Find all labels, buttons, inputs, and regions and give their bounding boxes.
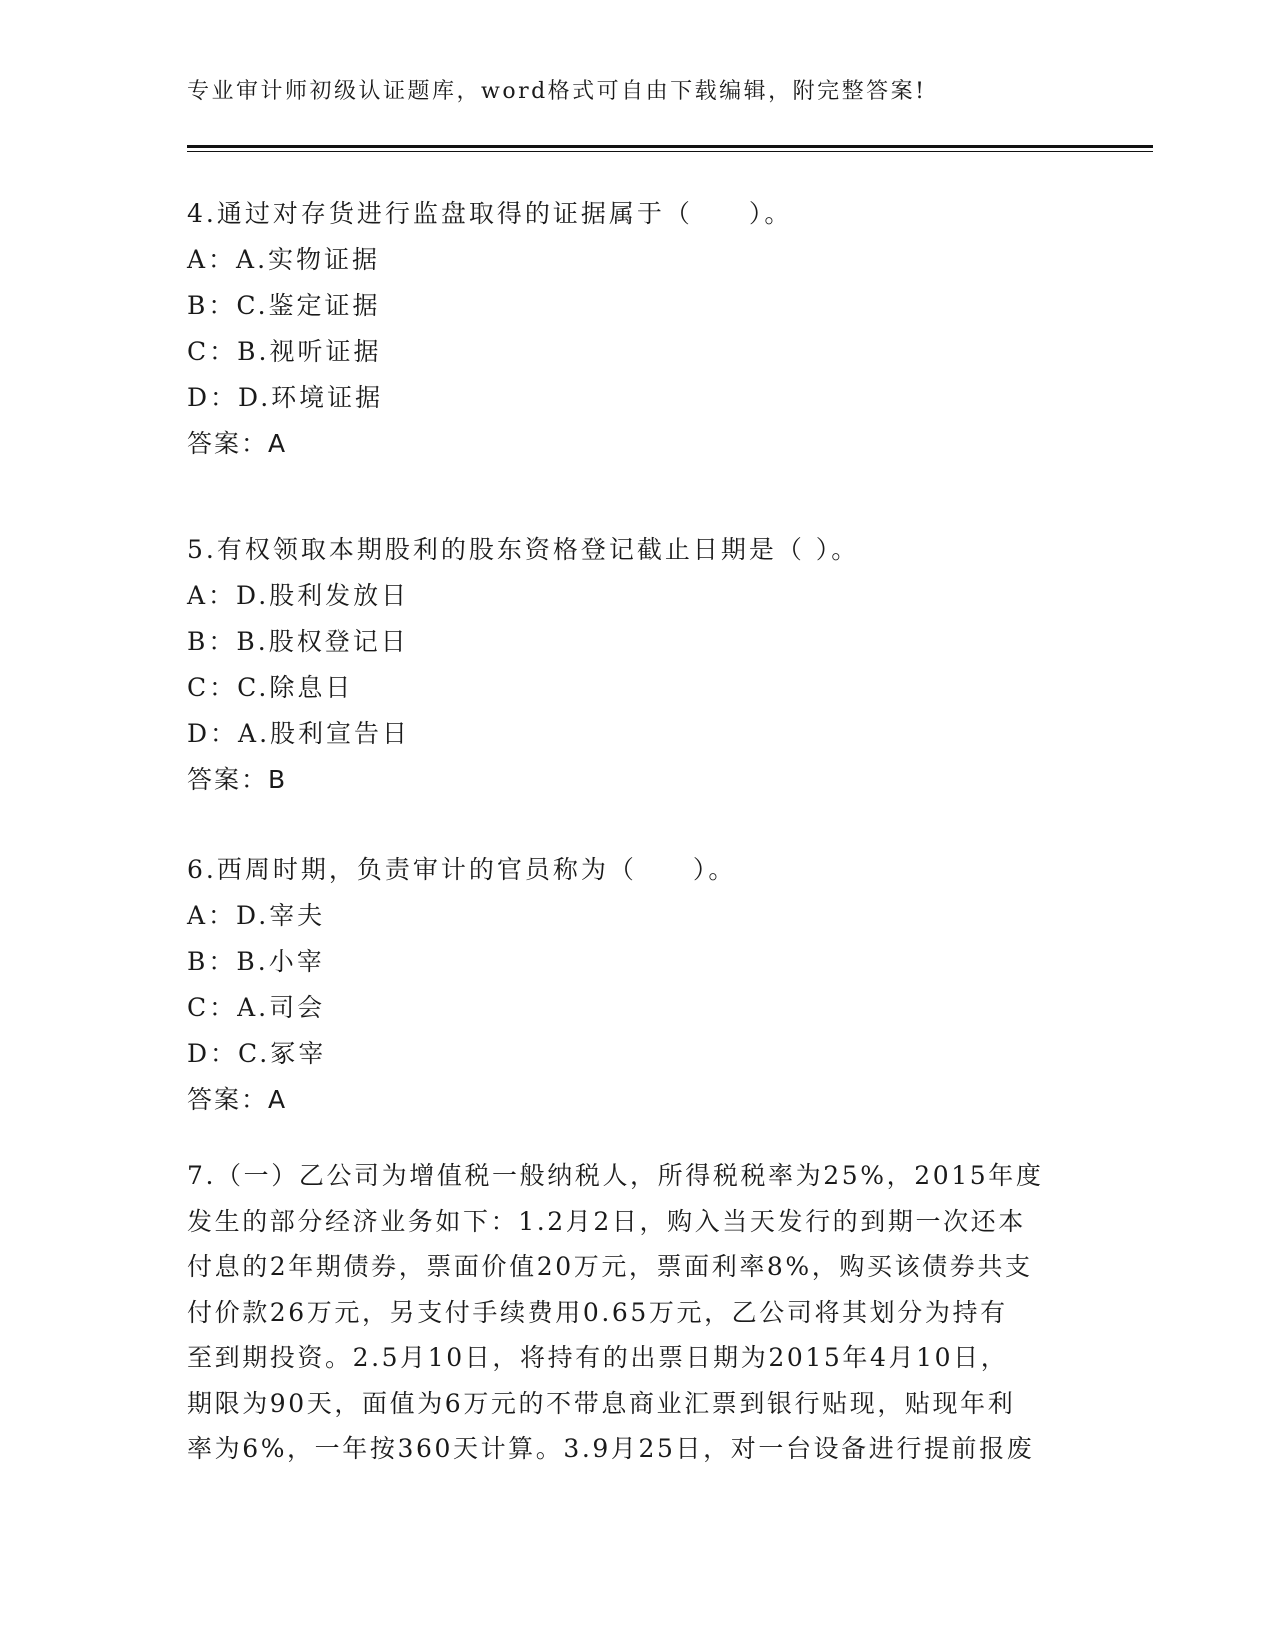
- answer-label: 答案：A: [187, 1085, 288, 1114]
- paragraph-line: 7.（一）乙公司为增值税一般纳税人，所得税税率为25%，2015年度: [187, 1161, 1044, 1190]
- paragraph-line: 至到期投资。2.5月10日，将持有的出票日期为2015年4月10日，: [187, 1343, 1009, 1372]
- option-d: D：D.环境证据: [187, 383, 384, 412]
- paragraph-line: 期限为90天，面值为6万元的不带息商业汇票到银行贴现，贴现年利: [187, 1388, 1016, 1418]
- option-a: A：A.实物证据: [187, 245, 381, 274]
- paragraph-line: 付价款26万元，另支付手续费用0.65万元，乙公司将其划分为持有: [187, 1297, 1008, 1327]
- answer-label: 答案：B: [187, 765, 288, 794]
- paragraph-line: 发生的部分经济业务如下：1.2月2日，购入当天发行的到期一次还本: [187, 1206, 1026, 1236]
- option-b: B：C.鉴定证据: [187, 291, 381, 320]
- option-c: C：B.视听证据: [187, 337, 382, 366]
- question-block: [187, 535, 1087, 795]
- header-rule-thick: [187, 145, 1153, 148]
- paragraph-line: 付息的2年期债券，票面价值20万元，票面利率8%，购买该债券共支: [187, 1252, 1033, 1281]
- page-header: 专业审计师初级认证题库，word格式可自由下载编辑，附完整答案!: [187, 79, 927, 104]
- option-b: B：B.小宰: [187, 947, 325, 976]
- option-a: A：D.宰夫: [187, 901, 326, 930]
- header-rule-thin: [187, 151, 1153, 152]
- question-text: 5.有权领取本期股利的股东资格登记截止日期是（ ）。: [187, 535, 860, 564]
- question-text: 6.西周时期，负责审计的官员称为（ ）。: [187, 855, 737, 884]
- paragraph-line: 率为6%，一年按360天计算。3.9月25日，对一台设备进行提前报废: [187, 1434, 1035, 1463]
- option-d: D：C.冢宰: [187, 1039, 327, 1068]
- question-7-paragraph: [187, 1153, 1087, 1472]
- question-text: 4.通过对存货进行监盘取得的证据属于（ ）。: [187, 199, 793, 228]
- option-c: C：C.除息日: [187, 673, 354, 702]
- option-c: C：A.司会: [187, 993, 326, 1022]
- option-b: B：B.股权登记日: [187, 627, 409, 656]
- option-a: A：D.股利发放日: [187, 581, 410, 610]
- question-block: [187, 855, 1087, 1115]
- answer-label: 答案：A: [187, 429, 288, 458]
- question-block: [187, 199, 1087, 459]
- option-d: D：A.股利宣告日: [187, 719, 411, 748]
